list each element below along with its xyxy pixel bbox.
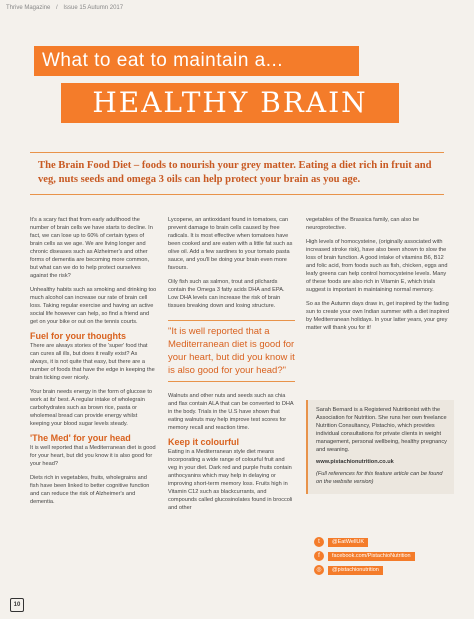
paragraph: It's a scary fact that from early adulthood the number of brain cells we have starts to decline. In fact, we can lose up to 60% of certain types of brain cells as we age. We are living longer and chronic diseases such as Alzheimer's and other forms of dementia are becoming more common, but what can we do to help protect ourselves against the risk? [30, 217, 153, 279]
magazine-header [6, 5, 127, 11]
social-handle[interactable]: @EatWellUK [328, 538, 368, 547]
section-heading: 'The Med' for your head [30, 433, 131, 443]
author-website-link[interactable]: www.pistachionutrition.co.uk [316, 459, 394, 465]
paragraph: Your brain needs energy in the form of glucose to work at its' best. A regular intake of wholegrain carbohydrates such as brown rice, pasta or wholemeal bread can provide energy whilst keeping your blood sugar levels steady. [30, 389, 152, 427]
section-heading: Fuel for your thoughts [30, 331, 126, 341]
column-3 [306, 216, 451, 338]
article-headline: HEALTHY BRAIN [61, 83, 399, 123]
paragraph: High levels of homocysteine, (originally associated with increased stroke risk), have also been shown to slow the loss of brain function. A good intake of vitamins B6, B12 and folic acid, from foods such as fish, chicken, eggs and leafy greens can help control homocysteine levels. Many of these foods are also rich in Vitamin E, which trials suggest is important in maintaining normal memory. [306, 239, 448, 293]
paragraph: So as the Autumn days draw in, get inspired by the fading sun to create your own Indian summer with a diet inspired by Mediterranean holidays. In your latter years, your grey matter will thank you for it! [306, 301, 450, 331]
paragraph: Oily fish such as salmon, trout and pilchards contain the Omega 3 fatty acids DHA and EPA. Low DHA levels can increase the risk of brain tissues breaking down and losing structure. [168, 279, 285, 309]
social-instagram[interactable] [306, 564, 454, 577]
column-1 [30, 216, 157, 512]
social-twitter[interactable] [306, 536, 454, 549]
social-handle[interactable]: @pistachionutrition [328, 566, 383, 575]
author-bio: Sarah Bernard is a Registered Nutritionist with the Association for Nutrition. She runs her own freelance Nutrition Consultancy, Pistachio, which provides individual consultations for private clients in weight management, personal wellbeing, healthy pregnancy and weaning. [316, 407, 447, 453]
paragraph: It is well reported that a Mediterranean diet is good for your heart, but did you know it is also good for your head? [30, 445, 156, 467]
social-facebook[interactable] [306, 550, 454, 563]
social-handle[interactable]: facebook.com/PistachioNutrition [328, 552, 415, 561]
section-heading: Keep it colourful [168, 437, 240, 447]
article-subtitle: The Brain Food Diet – foods to nourish your grey matter. Eating a diet rich in fruit and veg, nuts seeds and omega 3 oils can help protect your brain as you age. [38, 160, 432, 185]
paragraph: Unhealthy habits such as smoking and drinking too much alcohol can increase our rate of brain cell loss. Taking regular exercise and having an active social life however can help, so find a friend and get on your bike or out on the tennis courts. [30, 287, 157, 325]
divider-top [30, 152, 444, 153]
pull-quote: "It is well reported that a Mediterranean diet is good for your heart, but did you know it is also good for your head?" [168, 320, 295, 382]
author-bio-box [306, 400, 454, 494]
instagram-icon: ◎ [314, 565, 324, 575]
facebook-icon: f [314, 551, 324, 561]
header-separator: / [56, 5, 58, 11]
paragraph: Diets rich in vegetables, fruits, wholegrains and fish have been linked to better cognitive function and can reduce the risk of Alzheimer's and dementia. [30, 475, 150, 505]
paragraph: Eating in a Mediterranean style diet means incorporating a wide range of colourful fruit and veg in your diet. Dark red and purple fruits contain anthocyanins which may help in delaying or improving short-term memory loss. Fruits high in Vitamin C12 such as blackcurrants, and compounds called glucosinolates found in broccoli and other [168, 449, 293, 511]
paragraph: Lycopene, an antioxidant found in tomatoes, can prevent damage to brain cells caused by free radicals. It is most effective when tomatoes have been cooked and are eaten with a little fat such as olive oil. Add a few sardines to your tomato pasta sauce, and you'll be doing your brain even more favours. [168, 217, 293, 271]
issue-label: Issue 15 Autumn 2017 [63, 5, 124, 11]
divider-bottom [30, 194, 444, 195]
references-note: (Full references for this feature article can be found on the website version) [316, 471, 443, 485]
paragraph: vegetables of the Brassica family, can also be neuroprotective. [306, 217, 420, 231]
column-2 [168, 216, 295, 518]
twitter-icon: t [314, 537, 324, 547]
magazine-name: Thrive Magazine [6, 5, 51, 11]
paragraph: Walnuts and other nuts and seeds such as chia and flax contain ALA that can be converted to DHA in the body. Trials in the U.S have shown that eating walnuts may help improve test scores for memory recall and reaction time. [168, 393, 294, 431]
article-title: What to eat to maintain a... [34, 46, 359, 76]
paragraph: There are always stories of the 'super' food that can cures all ills, but does it really exist? As always, it is not quite that easy, but there are a number of foods that have the edge in keeping the brain ticking over nicely. [30, 343, 155, 381]
page-number: 10 [10, 598, 24, 612]
